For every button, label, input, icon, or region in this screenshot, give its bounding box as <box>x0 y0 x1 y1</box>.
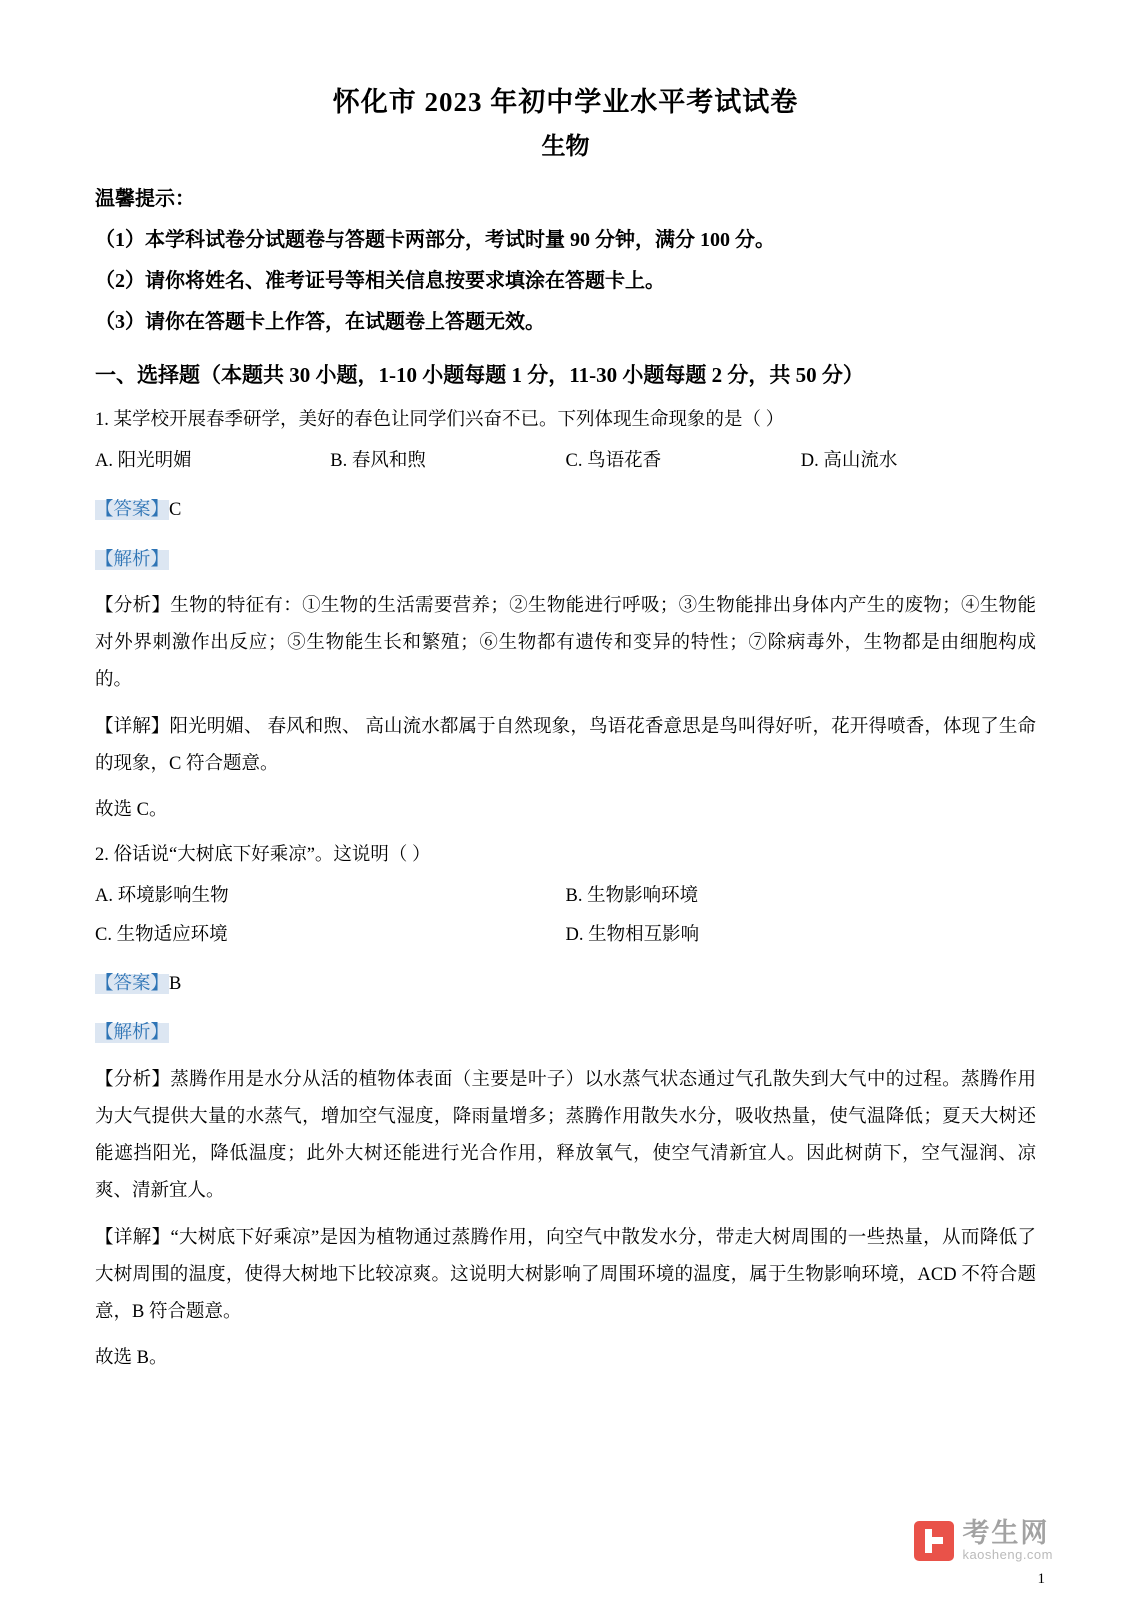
page-subtitle: 生物 <box>541 133 590 160</box>
watermark-logo-icon <box>914 1521 954 1561</box>
conclusion-line: 故选 C。 <box>95 799 168 820</box>
option-a: A. 环境影响生物 <box>95 886 229 907</box>
detail-paragraph: 【详解】阳光明媚、 春风和煦、 高山流水都属于自然现象，鸟语花香意思是鸟叫得好听，花开得喷香，体现了生命的现象，C 符合题意。 <box>95 716 1036 774</box>
watermark-text <box>962 1520 1053 1562</box>
watermark <box>914 1520 1053 1562</box>
page-number: 1 <box>1037 1571 1045 1587</box>
question-stem: 1. 某学校开展春季研学，美好的春色让同学们兴奋不已。下列体现生命现象的是（ ） <box>95 410 785 431</box>
question-block <box>95 838 1036 1376</box>
answer-value: B <box>169 974 182 995</box>
notice-line-1: （1）本学科试卷分试题卷与答题卡两部分，考试时量 90 分钟，满分 100 分。 <box>95 228 775 251</box>
analysis-line <box>95 1016 1036 1051</box>
option-d: D. 生物相互影响 <box>565 925 700 946</box>
option-b: B. 生物影响环境 <box>565 886 699 907</box>
option-row <box>95 444 1036 479</box>
answer-line <box>95 967 1036 1002</box>
watermark-brand-en: kaosheng.com <box>962 1547 1053 1563</box>
analysis-tag: 【解析】 <box>95 1023 170 1044</box>
section-heading: 一、选择题（本题共 30 小题，1-10 小题每题 1 分，11-30 小题每题 2 分，共 50 分） <box>95 362 864 387</box>
option-row <box>95 918 1036 953</box>
option-c: C. 生物适应环境 <box>95 925 228 946</box>
answer-value: C <box>169 500 182 521</box>
watermark-brand-cn: 考生网 <box>962 1518 1050 1550</box>
conclusion-line: 故选 B。 <box>95 1347 168 1368</box>
detail-paragraph: 【详解】“大树底下好乘凉”是因为植物通过蒸腾作用，向空气中散发水分，带走大树周围的一些热量，从而降低了大树周围的温度，使得大树地下比较凉爽。这说明大树影响了周围环境的温度，属于生物影响环境，ACD 不符合题意，B 符合题意。 <box>95 1227 1036 1322</box>
analysis-tag: 【解析】 <box>95 549 170 570</box>
answer-line <box>95 493 1036 528</box>
analysis-paragraph: 【分析】生物的特征有：①生物的生活需要营养；②生物能进行呼吸；③生物能排出身体内产生的废物；④生物能对外界刺激作出反应；⑤生物能生长和繁殖；⑥生物都有遗传和变异的特性；⑦除病毒外，生物都是由细胞构成的。 <box>95 595 1036 690</box>
option-b: B. 春风和煦 <box>330 451 426 472</box>
answer-tag: 【答案】 <box>95 974 170 995</box>
option-a: A. 阳光明媚 <box>95 451 192 472</box>
question-stem: 2. 俗话说“大树底下好乘凉”。这说明（ ） <box>95 844 431 865</box>
analysis-paragraph: 【分析】蒸腾作用是水分从活的植物体表面（主要是叶子）以水蒸气状态通过气孔散失到大气中的过程。蒸腾作用为大气提供大量的水蒸气，增加空气湿度，降雨量增多；蒸腾作用散失水分，吸收热量，使气温降低；夏天大树还能遮挡阳光，降低温度；此外大树还能进行光合作用，释放氧气，使空气清新宜人。因此树荫下，空气湿润、凉爽、清新宜人。 <box>95 1069 1036 1201</box>
page-title: 怀化市 2023 年初中学业水平考试试卷 <box>332 87 799 117</box>
option-d: D. 高山流水 <box>800 451 898 472</box>
answer-tag: 【答案】 <box>95 500 170 521</box>
option-c: C. 鸟语花香 <box>565 451 662 472</box>
notice-line-2: （2）请你将姓名、准考证号等相关信息按要求填涂在答题卡上。 <box>95 269 665 292</box>
notice-line-3: （3）请你在答题卡上作答，在试题卷上答题无效。 <box>95 310 545 333</box>
option-row <box>95 879 1036 914</box>
question-block <box>95 403 1036 828</box>
notice-heading: 温馨提示： <box>95 187 195 210</box>
analysis-line <box>95 543 1036 578</box>
